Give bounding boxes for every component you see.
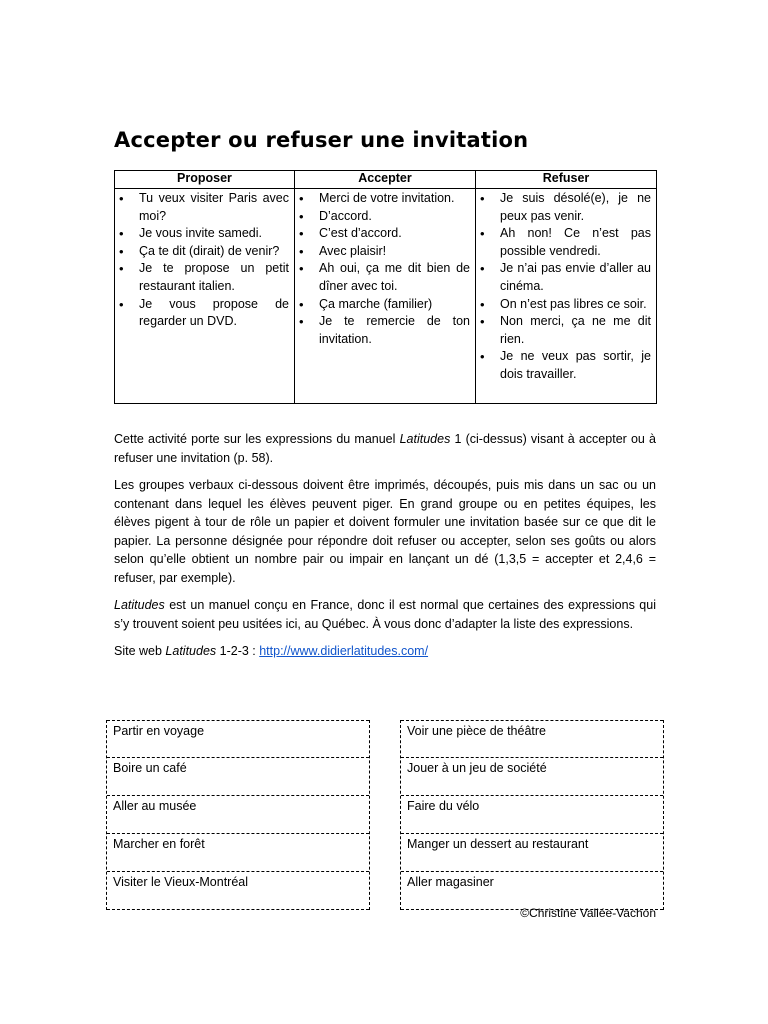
list-item: • Merci de votre invitation. (298, 190, 470, 208)
proposer-list (118, 190, 289, 331)
list-item: • Ça marche (familier) (298, 296, 470, 314)
card: Aller au musée (107, 796, 369, 834)
list-item: • Je te remercie de ton invitation. (298, 313, 470, 348)
card: Aller magasiner (401, 872, 663, 910)
card: Manger un dessert au restaurant (401, 834, 663, 872)
list-item: • Ah oui, ça me dit bien de dîner avec toi. (298, 260, 470, 295)
list-item: • Je suis désolé(e), je ne peux pas venir. (479, 190, 651, 225)
header-accepter: Accepter (295, 171, 476, 189)
list-item: • Je te propose un petit restaurant italien. (118, 260, 289, 295)
header-proposer: Proposer (115, 171, 295, 189)
proposer-cell (115, 189, 295, 404)
intro-text-a: Cette activité porte sur les expressions du manuel (114, 432, 400, 446)
list-item: • C’est d’accord. (298, 225, 470, 243)
list-item: • Je vous invite samedi. (118, 225, 289, 243)
header-refuser: Refuser (476, 171, 657, 189)
activity-paragraph: Les groupes verbaux ci-dessous doivent être imprimés, découpés, puis mis dans un sac ou un contenant dans lequel les élèves peuvent piger. En grand groupe ou en petites équipes, les élèves pigent à tour de rôle un papier et doivent formuler une invitation basée sur ce que dit le papier. La personne désignée pour répondre doit refuser ou accepter, selon ses goûts ou alors selon qu’elle obtient un nombre pair ou impair en lançant un dé (1,3,5 = accepter et 2,4,6 = refuser, par exemple). (114, 478, 656, 585)
list-item: • On n’est pas libres ce soir. (479, 296, 651, 314)
card: Visiter le Vieux-Montréal (107, 872, 369, 910)
cards-left-column (106, 720, 370, 910)
card: Faire du vélo (401, 796, 663, 834)
adaptation-text: est un manuel conçu en France, donc il est normal que certaines des expressions qui s’y trouvent soient peu usitées ici, au Québec. À vous donc d’adapter la liste des expressions. (114, 598, 656, 631)
list-item: • Je ne veux pas sortir, je dois travailler. (479, 348, 651, 383)
card: Jouer à un jeu de société (401, 758, 663, 796)
table-body-row (115, 189, 657, 404)
website-link[interactable]: http://www.didierlatitudes.com/ (259, 644, 429, 658)
card: Marcher en forêt (107, 834, 369, 872)
book-title: Latitudes (165, 644, 217, 658)
accepter-cell (295, 189, 476, 404)
list-item: • D’accord. (298, 208, 470, 226)
list-item: • Non merci, ça ne me dit rien. (479, 313, 651, 348)
card: Boire un café (107, 758, 369, 796)
list-item: • Je n’ai pas envie d’aller au cinéma. (479, 260, 651, 295)
website-line (114, 642, 656, 661)
page-title: Accepter ou refuser une invitation (114, 128, 529, 152)
list-item: • Ah non! Ce n’est pas possible vendredi. (479, 225, 651, 260)
adaptation-paragraph (114, 596, 656, 633)
website-label-a: Site web (114, 644, 166, 658)
website-label-b: 1-2-3 : (216, 644, 260, 658)
accepter-list (298, 190, 470, 348)
table-header-row (115, 171, 657, 189)
book-title: Latitudes (399, 432, 451, 446)
instructions (114, 430, 656, 670)
book-title: Latitudes (114, 598, 165, 612)
card: Partir en voyage (107, 720, 369, 758)
refuser-list (479, 190, 651, 384)
list-item: • Tu veux visiter Paris avec moi? (118, 190, 289, 225)
intro-paragraph (114, 430, 656, 467)
cards-right-column (400, 720, 664, 910)
card: Voir une pièce de théâtre (401, 720, 663, 758)
intro-text-b: 1 (ci-dessus) visant à accepter ou à refuser une invitation (p. 58). (114, 432, 657, 465)
list-item: • Je vous propose de regarder un DVD. (118, 296, 289, 331)
copyright-notice: ©Christine Vallée-Vachon (520, 906, 656, 920)
list-item: • Avec plaisir! (298, 243, 470, 261)
refuser-cell (476, 189, 657, 404)
list-item: • Ça te dit (dirait) de venir? (118, 243, 289, 261)
expressions-table (114, 170, 657, 404)
